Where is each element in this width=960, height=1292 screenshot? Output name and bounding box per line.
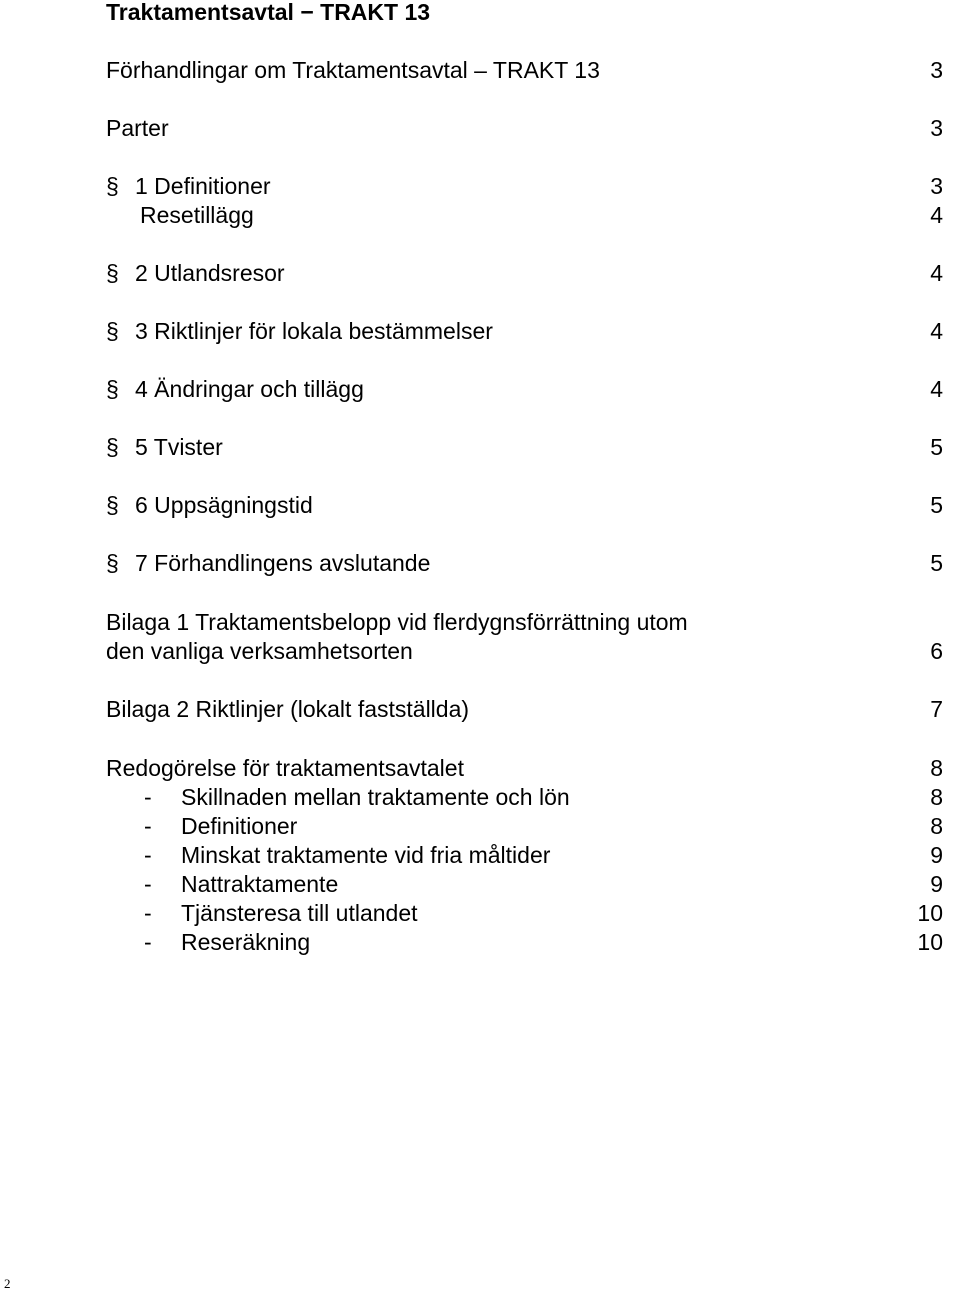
toc-entry-tvister[interactable] <box>106 432 943 462</box>
toc-label: 7 Förhandlingens avslutande <box>135 550 431 576</box>
toc-entry-andringar[interactable] <box>106 374 943 404</box>
toc-page-number: 10 <box>917 929 943 955</box>
toc-subentry-nattraktamente[interactable] <box>106 869 943 899</box>
document-title-text: Traktamentsavtal − TRAKT 13 <box>106 0 431 25</box>
toc-sub-label: Reseräkning <box>181 929 311 955</box>
toc-label: 5 Tvister <box>135 434 223 460</box>
document-title <box>106 0 943 27</box>
toc-label: Bilaga 2 Riktlinjer (lokalt fastställda) <box>106 696 470 722</box>
toc-page-number: 3 <box>930 173 943 199</box>
toc-entry-redogorelse[interactable] <box>106 753 943 783</box>
footer-page-number: 2 <box>4 1276 11 1291</box>
toc-label: Parter <box>106 115 169 141</box>
toc-page-number: 8 <box>930 784 943 810</box>
toc-sub-label: Tjänsteresa till utlandet <box>181 900 418 926</box>
toc-entry-forhandlingar[interactable] <box>106 55 943 85</box>
toc-page-number: 3 <box>930 57 943 83</box>
toc-subentry-minskat-traktamente[interactable] <box>106 840 943 870</box>
toc-entry-parter[interactable] <box>106 113 943 143</box>
dash-marker: - <box>144 871 152 897</box>
toc-page-number: 5 <box>930 492 943 518</box>
section-symbol: § <box>106 434 119 460</box>
toc-sub-label: Minskat traktamente vid fria måltider <box>181 842 551 868</box>
toc-page-number: 8 <box>930 755 943 781</box>
toc-entry-bilaga-2[interactable] <box>106 694 943 724</box>
toc-entry-uppsagningstid[interactable] <box>106 490 943 520</box>
toc-label: 6 Uppsägningstid <box>135 492 313 518</box>
toc-page-number: 5 <box>930 434 943 460</box>
toc-page-number: 5 <box>930 550 943 576</box>
section-symbol: § <box>106 173 119 199</box>
toc-label: Resetillägg <box>140 202 254 228</box>
toc-subentry-tjansteresa[interactable] <box>106 898 943 928</box>
toc-label: den vanliga verksamhetsorten <box>106 638 413 664</box>
toc-page-number: 4 <box>930 260 943 286</box>
toc-subentry-reserakning[interactable] <box>106 927 943 957</box>
toc-subentry-skillnaden[interactable] <box>106 782 943 812</box>
toc-page-number: 8 <box>930 813 943 839</box>
dash-marker: - <box>144 784 152 810</box>
toc-label: 1 Definitioner <box>135 173 271 199</box>
toc-entry-resetillagg[interactable] <box>106 200 943 230</box>
section-symbol: § <box>106 376 119 402</box>
toc-page-number: 4 <box>930 202 943 228</box>
toc-label: 3 Riktlinjer för lokala bestämmelser <box>135 318 493 344</box>
toc-entry-riktlinjer-lokala[interactable] <box>106 316 943 346</box>
dash-marker: - <box>144 813 152 839</box>
section-symbol: § <box>106 318 119 344</box>
toc-sub-label: Definitioner <box>181 813 298 839</box>
toc-label: Bilaga 1 Traktamentsbelopp vid flerdygnsförrättning utom <box>106 609 688 635</box>
toc-entry-utlandsresor[interactable] <box>106 258 943 288</box>
toc-entry-bilaga-1-line-1[interactable] <box>106 607 943 637</box>
section-symbol: § <box>106 260 119 286</box>
toc-page-number: 4 <box>930 376 943 402</box>
toc-page-number: 9 <box>930 842 943 868</box>
section-symbol: § <box>106 492 119 518</box>
toc-entry-forhandlingens-avslutande[interactable] <box>106 548 943 578</box>
section-symbol: § <box>106 550 119 576</box>
toc-label: Förhandlingar om Traktamentsavtal – TRAKT 13 <box>106 57 600 83</box>
toc-page-number: 3 <box>930 115 943 141</box>
toc-label: 2 Utlandsresor <box>135 260 285 286</box>
toc-label: 4 Ändringar och tillägg <box>135 376 364 402</box>
toc-label: Redogörelse för traktamentsavtalet <box>106 755 464 781</box>
toc-page-number: 10 <box>917 900 943 926</box>
toc-sub-label: Nattraktamente <box>181 871 339 897</box>
dash-marker: - <box>144 900 152 926</box>
toc-page-number: 9 <box>930 871 943 897</box>
toc-page-number: 4 <box>930 318 943 344</box>
toc-entry-bilaga-1-line-2[interactable] <box>106 636 943 666</box>
toc-subentry-definitioner[interactable] <box>106 811 943 841</box>
dash-marker: - <box>144 842 152 868</box>
toc-page-number: 7 <box>930 696 943 722</box>
toc-entry-definitioner[interactable] <box>106 171 943 201</box>
dash-marker: - <box>144 929 152 955</box>
toc-sub-label: Skillnaden mellan traktamente och lön <box>181 784 570 810</box>
toc-page-number: 6 <box>930 638 943 664</box>
